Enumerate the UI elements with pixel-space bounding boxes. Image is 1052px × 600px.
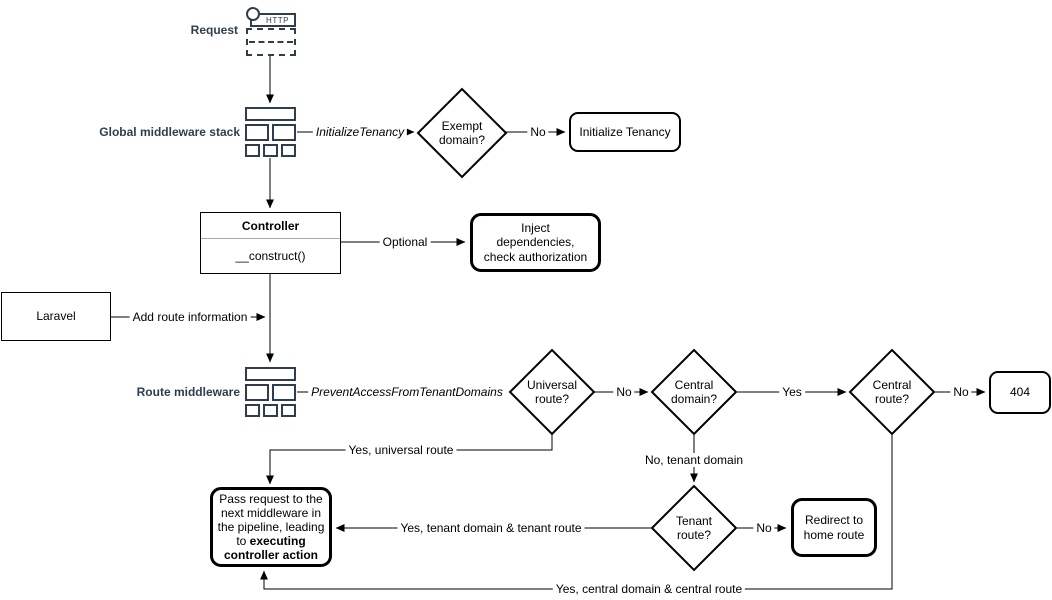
http-text: HTTP bbox=[266, 15, 289, 25]
universal-route-label: Universal route? bbox=[526, 377, 577, 406]
controller-method: __construct() bbox=[235, 249, 306, 263]
edge-label-initializetenancy: InitializeTenancy bbox=[313, 125, 407, 139]
edge-label-optional: Optional bbox=[380, 235, 431, 249]
laravel-node bbox=[1, 292, 111, 341]
redirect-home-label: Redirect to home route bbox=[803, 512, 865, 542]
edge-label-central-domain-no: No, tenant domain bbox=[642, 453, 746, 467]
controller-title: Controller bbox=[201, 213, 340, 239]
edge-label-preventaccess: PreventAccessFromTenantDomains bbox=[308, 385, 506, 399]
pass-request-label: Pass request to the next middleware in the pipeline, leading to executing controller action bbox=[217, 491, 325, 563]
tenant-route-label: Tenant route? bbox=[675, 513, 713, 542]
not-found-node bbox=[989, 371, 1051, 414]
exempt-domain-diamond bbox=[418, 89, 506, 177]
central-domain-diamond bbox=[652, 350, 736, 434]
universal-route-diamond bbox=[510, 350, 594, 434]
initialize-tenancy-label: Initialize Tenancy bbox=[579, 124, 671, 139]
central-route-label: Central route? bbox=[872, 377, 912, 406]
request-body-icon bbox=[246, 28, 296, 56]
tenant-route-diamond bbox=[652, 486, 736, 570]
http-circle-icon bbox=[246, 7, 260, 21]
edge-label-central-route-yes: Yes, central domain & central route bbox=[553, 582, 745, 596]
edge-label-tenant-route-no: No bbox=[753, 521, 774, 535]
global-middleware-stack-icon bbox=[245, 107, 296, 157]
edge-label-central-route-no: No bbox=[950, 385, 971, 399]
central-route-diamond bbox=[850, 350, 934, 434]
exempt-domain-label: Exempt domain? bbox=[438, 118, 486, 147]
controller-node bbox=[200, 212, 341, 274]
not-found-label: 404 bbox=[1009, 385, 1031, 400]
edge-label-universal-no: No bbox=[613, 385, 634, 399]
edge-universal-to-pass bbox=[270, 434, 552, 484]
initialize-tenancy-node bbox=[569, 112, 681, 152]
edge-label-tenant-route-yes: Yes, tenant domain & tenant route bbox=[397, 521, 584, 535]
edge-label-central-domain-yes: Yes bbox=[779, 385, 805, 399]
http-request-icon bbox=[246, 7, 297, 57]
central-domain-label: Central domain? bbox=[670, 377, 718, 406]
global-middleware-stack-label: Global middleware stack bbox=[99, 125, 240, 139]
request-label: Request bbox=[190, 23, 238, 37]
redirect-home-node bbox=[791, 498, 877, 557]
route-middleware-label: Route middleware bbox=[136, 385, 240, 399]
edge-label-universal-yes: Yes, universal route bbox=[346, 443, 457, 457]
edge-label-exempt-no: No bbox=[527, 125, 548, 139]
route-middleware-icon bbox=[245, 367, 296, 417]
laravel-label: Laravel bbox=[36, 309, 76, 324]
inject-dependencies-node bbox=[470, 213, 601, 272]
edge-label-add-route-information: Add route information bbox=[130, 310, 251, 324]
inject-dependencies-label: Inject dependencies, check authorization bbox=[483, 220, 588, 264]
pass-request-node bbox=[210, 487, 332, 567]
